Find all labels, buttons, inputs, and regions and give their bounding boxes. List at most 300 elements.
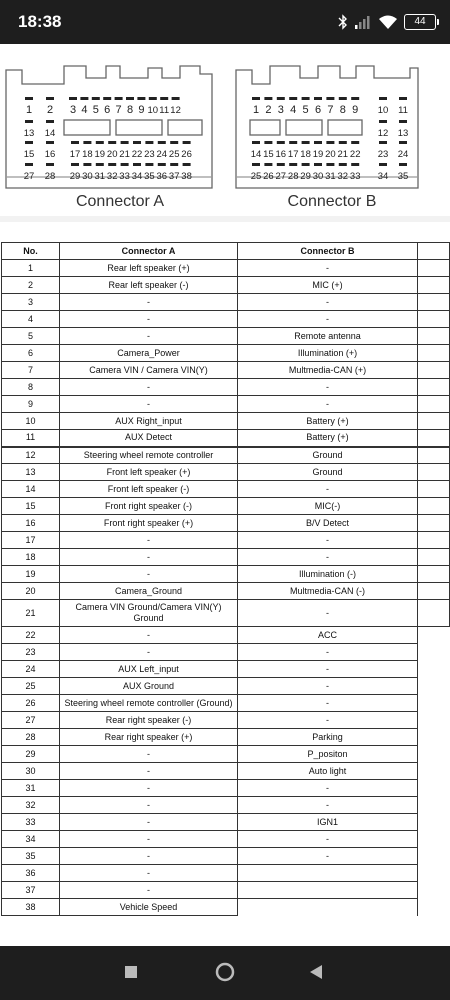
pin-pad — [302, 141, 310, 144]
connector-a-cell: - — [60, 780, 238, 797]
pin-pad — [183, 141, 191, 144]
pin-number-cell: 13 — [2, 464, 60, 481]
pin-pad — [326, 141, 334, 144]
connector-b-pins — [251, 97, 409, 182]
connector-b-housing — [236, 66, 418, 188]
connector-a-cell: - — [60, 294, 238, 311]
pin-pad — [121, 141, 129, 144]
pin-number: 13 — [23, 128, 35, 139]
pin-pad — [133, 141, 141, 144]
extra-cell — [418, 661, 450, 678]
pin-number: 1 — [25, 104, 33, 116]
battery-icon — [404, 14, 436, 30]
pin-number-cell: 28 — [2, 729, 60, 746]
pin-pad — [289, 97, 297, 100]
pin-number: 31 — [325, 171, 336, 182]
pin-number: 33 — [119, 171, 130, 182]
pin-pad — [314, 163, 322, 166]
pin-number: 1 — [252, 104, 260, 116]
pin-number: 20 — [106, 149, 118, 160]
header-connector-b: Connector B — [238, 243, 418, 260]
connector-b-cell: - — [238, 396, 418, 413]
pin-number: 26 — [263, 171, 274, 182]
extra-cell — [418, 746, 450, 763]
table-row — [2, 413, 450, 430]
pin-number: 18 — [300, 149, 311, 160]
pin-pad — [46, 120, 54, 123]
connector-a-cell: Camera_Ground — [60, 583, 238, 600]
extra-cell — [418, 532, 450, 549]
connector-b-cell: - — [238, 831, 418, 848]
connector-b-cell: - — [238, 532, 418, 549]
extra-cell — [418, 848, 450, 865]
pin-number-cell: 29 — [2, 746, 60, 763]
pin-pad — [264, 97, 272, 100]
connector-a-cell: Camera VIN / Camera VIN(Y) — [60, 362, 238, 379]
connector-b-cell: - — [238, 311, 418, 328]
pin-number: 21 — [337, 149, 349, 160]
connector-diagram-image — [0, 44, 450, 216]
table-row — [2, 294, 450, 311]
pin-pad — [339, 141, 347, 144]
table-row — [2, 311, 450, 328]
extra-cell — [418, 780, 450, 797]
pin-number: 30 — [82, 171, 93, 182]
pin-number-cell: 34 — [2, 831, 60, 848]
pin-number: 9 — [352, 104, 359, 116]
extra-cell — [418, 549, 450, 566]
connector-a-cell: - — [60, 379, 238, 396]
pin-number: 23 — [144, 149, 155, 160]
pin-pad — [46, 141, 54, 144]
extra-cell — [418, 583, 450, 600]
pin-number: 15 — [23, 149, 35, 160]
pin-number-cell: 2 — [2, 277, 60, 294]
pin-number: 4 — [81, 104, 88, 116]
connector-b-cell: - — [238, 712, 418, 729]
pin-pad — [339, 163, 347, 166]
table-row — [2, 797, 450, 814]
pin-pad — [379, 141, 387, 144]
extra-cell — [418, 566, 450, 583]
pin-table-body — [2, 260, 450, 916]
pin-number: 2 — [265, 104, 272, 116]
pin-pad — [46, 97, 54, 100]
connector-a-cell: - — [60, 865, 238, 882]
extra-cell — [418, 464, 450, 481]
table-row — [2, 583, 450, 600]
extra-cell — [418, 345, 450, 362]
pin-pad — [160, 97, 168, 100]
connector-a-cell: - — [60, 746, 238, 763]
pin-number-cell: 36 — [2, 865, 60, 882]
pin-number-cell: 26 — [2, 695, 60, 712]
table-row — [2, 498, 450, 515]
connector-a-pins — [24, 97, 192, 182]
table-row — [2, 396, 450, 413]
pin-number: 12 — [377, 128, 389, 139]
pin-pad — [96, 141, 104, 144]
pin-number: 13 — [397, 128, 409, 139]
pin-pad — [46, 163, 54, 166]
extra-cell — [418, 379, 450, 396]
recents-square-icon[interactable] — [124, 965, 138, 979]
pin-number-cell: 9 — [2, 396, 60, 413]
pin-pad — [80, 97, 88, 100]
connector-b-cell: IGN1 — [238, 814, 418, 831]
connector-a-cell: - — [60, 882, 238, 899]
pin-pad — [314, 141, 322, 144]
pin-number-cell: 8 — [2, 379, 60, 396]
extra-cell — [418, 498, 450, 515]
pin-number: 36 — [156, 171, 168, 182]
connector-a-cell: - — [60, 549, 238, 566]
pin-number: 16 — [275, 149, 287, 160]
pin-number-cell: 4 — [2, 311, 60, 328]
pin-number: 34 — [377, 171, 389, 182]
connector-b-cell: P_positon — [238, 746, 418, 763]
connector-a-cell: - — [60, 831, 238, 848]
pin-pad — [92, 97, 100, 100]
pin-pad — [69, 97, 77, 100]
connector-a-label: Connector A — [75, 193, 165, 210]
table-row — [2, 566, 450, 583]
table-row — [2, 345, 450, 362]
table-row — [2, 899, 450, 916]
pin-number: 9 — [138, 104, 145, 116]
table-row — [2, 379, 450, 396]
connector-b-cell: Parking — [238, 729, 418, 746]
extra-cell — [418, 678, 450, 695]
connector-a-cell: - — [60, 763, 238, 780]
pin-number: 21 — [119, 149, 130, 160]
connector-b-cell: - — [238, 661, 418, 678]
pin-pad — [108, 163, 116, 166]
connector-b-cell: - — [238, 848, 418, 865]
pin-number-cell: 11 — [2, 430, 60, 447]
status-bar — [0, 0, 450, 44]
pin-number-cell: 17 — [2, 532, 60, 549]
signal-icon — [354, 14, 372, 30]
connector-a-cell: - — [60, 532, 238, 549]
connector-b-cell: Remote antenna — [238, 328, 418, 345]
extra-cell — [418, 447, 450, 464]
pin-pad — [302, 163, 310, 166]
pin-table-area — [0, 222, 450, 946]
connector-a-cell: Front right speaker (+) — [60, 515, 238, 532]
pin-number-cell: 3 — [2, 294, 60, 311]
connector-b-cell — [238, 865, 418, 882]
pin-pad — [399, 163, 407, 166]
pin-pad — [96, 163, 104, 166]
connector-b-cell — [238, 899, 418, 916]
pin-number-cell: 30 — [2, 763, 60, 780]
pin-number: 27 — [275, 171, 287, 182]
extra-cell — [418, 311, 450, 328]
pin-pad — [326, 97, 334, 100]
connector-b-cell: Multmedia-CAN (+) — [238, 362, 418, 379]
table-row — [2, 661, 450, 678]
pin-number: 35 — [144, 171, 155, 182]
pin-number: 20 — [325, 149, 336, 160]
header-connector-a: Connector A — [60, 243, 238, 260]
extra-cell — [418, 515, 450, 532]
pin-pad — [149, 97, 157, 100]
table-row — [2, 678, 450, 695]
extra-cell — [418, 362, 450, 379]
pin-number: 4 — [290, 104, 297, 116]
pin-pad — [399, 120, 407, 123]
extra-cell — [418, 481, 450, 498]
table-row — [2, 831, 450, 848]
pin-number-cell: 7 — [2, 362, 60, 379]
pin-number: 10 — [147, 105, 159, 116]
connector-a-cell: - — [60, 396, 238, 413]
connector-b-cell: - — [238, 481, 418, 498]
connector-b-cell: - — [238, 549, 418, 566]
pin-number-cell: 21 — [2, 600, 60, 627]
connector-a-cell: Front left speaker (+) — [60, 464, 238, 481]
pin-number: 28 — [287, 171, 299, 182]
connector-a-cell: Rear right speaker (-) — [60, 712, 238, 729]
extra-cell — [418, 831, 450, 848]
connector-b-cell: Illumination (+) — [238, 345, 418, 362]
pin-pad — [108, 141, 116, 144]
back-triangle-icon[interactable] — [309, 964, 323, 980]
pin-pad — [399, 141, 407, 144]
pin-number-cell: 5 — [2, 328, 60, 345]
status-time: 18:38 — [18, 12, 62, 31]
pin-pad — [145, 163, 153, 166]
pin-pad — [302, 97, 310, 100]
pin-number: 8 — [339, 104, 346, 116]
pin-pad — [277, 97, 285, 100]
pin-number-cell: 27 — [2, 712, 60, 729]
pin-pad — [126, 97, 134, 100]
pin-number-cell: 37 — [2, 882, 60, 899]
table-row — [2, 464, 450, 481]
extra-cell — [418, 899, 450, 916]
connector-a-cell: Steering wheel remote controller (Ground) — [60, 695, 238, 712]
header-extra — [418, 243, 450, 260]
pin-pad — [379, 163, 387, 166]
wifi-icon — [378, 14, 398, 30]
connector-a-cell: Steering wheel remote controller — [60, 447, 238, 464]
pin-number: 35 — [397, 171, 409, 182]
pin-number-cell: 33 — [2, 814, 60, 831]
connector-a-cell: Camera VIN Ground/Camera VIN(Y) Ground — [60, 600, 238, 627]
connector-a-cell: Front right speaker (-) — [60, 498, 238, 515]
table-row — [2, 627, 450, 644]
pin-number: 17 — [287, 149, 299, 160]
table-row — [2, 362, 450, 379]
table-row — [2, 814, 450, 831]
pin-pad — [399, 97, 407, 100]
home-circle-icon[interactable] — [215, 962, 235, 982]
navigation-bar — [0, 946, 450, 1000]
header-no: No. — [2, 243, 60, 260]
connector-b-label: Connector B — [287, 193, 377, 210]
pin-number: 30 — [312, 171, 324, 182]
pin-number: 15 — [263, 149, 274, 160]
pin-number: 6 — [104, 104, 111, 116]
table-row — [2, 600, 450, 627]
extra-cell — [418, 695, 450, 712]
pin-pad — [264, 141, 272, 144]
table-row — [2, 260, 450, 277]
table-row — [2, 532, 450, 549]
pin-pad — [158, 163, 166, 166]
pin-pad — [351, 163, 359, 166]
connector-a-cell: - — [60, 328, 238, 345]
pin-number: 32 — [106, 171, 118, 182]
pin-pad — [158, 141, 166, 144]
pin-pad — [83, 163, 91, 166]
connector-a-cell: - — [60, 311, 238, 328]
pin-number: 2 — [46, 104, 54, 116]
pin-pad — [137, 97, 145, 100]
extra-cell — [418, 797, 450, 814]
connector-a-cell: - — [60, 814, 238, 831]
pin-pad — [172, 97, 180, 100]
pin-number-cell: 19 — [2, 566, 60, 583]
extra-cell — [418, 729, 450, 746]
table-row — [2, 644, 450, 661]
extra-cell — [418, 328, 450, 345]
pin-pad — [121, 163, 129, 166]
pin-pad — [170, 163, 178, 166]
pin-assignment-table — [1, 242, 450, 916]
table-row — [2, 328, 450, 345]
connector-a-cell: AUX Ground — [60, 678, 238, 695]
pin-pad — [25, 97, 33, 100]
connector-a-cell: Camera_Power — [60, 345, 238, 362]
pin-number: 3 — [69, 104, 77, 116]
table-row — [2, 695, 450, 712]
pin-pad — [25, 163, 33, 166]
pin-number-cell: 18 — [2, 549, 60, 566]
pin-number-cell: 32 — [2, 797, 60, 814]
pin-number: 26 — [181, 149, 192, 160]
connector-b-cell: ACC — [238, 627, 418, 644]
pin-number: 23 — [377, 149, 389, 160]
connector-a-cell: Vehicle Speed — [60, 899, 238, 916]
table-row — [2, 780, 450, 797]
connector-a-cell: AUX Left_input — [60, 661, 238, 678]
pin-number: 29 — [300, 171, 311, 182]
pin-number: 27 — [23, 171, 35, 182]
pin-pad — [351, 141, 359, 144]
connector-b-cell: Ground — [238, 447, 418, 464]
pin-number: 22 — [131, 149, 143, 160]
extra-cell — [418, 814, 450, 831]
table-row — [2, 763, 450, 780]
connector-b-cell: - — [238, 260, 418, 277]
table-row — [2, 277, 450, 294]
pin-number-cell: 20 — [2, 583, 60, 600]
pin-pad — [289, 141, 297, 144]
pin-pad — [351, 97, 359, 100]
table-row — [2, 848, 450, 865]
pin-number: 18 — [82, 149, 93, 160]
table-row — [2, 712, 450, 729]
connector-b-cell: MIC (+) — [238, 277, 418, 294]
connector-b-cell: - — [238, 695, 418, 712]
pin-number: 12 — [170, 105, 181, 116]
bluetooth-icon — [338, 14, 348, 30]
pin-number: 24 — [156, 149, 168, 160]
table-row — [2, 729, 450, 746]
table-row — [2, 481, 450, 498]
pin-number-cell: 15 — [2, 498, 60, 515]
connector-b-cell: Multmedia-CAN (-) — [238, 583, 418, 600]
pin-pad — [145, 141, 153, 144]
connector-b-cell — [238, 882, 418, 899]
connector-a-cell: Front left speaker (-) — [60, 481, 238, 498]
pin-number-cell: 31 — [2, 780, 60, 797]
connector-b-cell: - — [238, 678, 418, 695]
connector-b-cell: Auto light — [238, 763, 418, 780]
connector-b-cell: - — [238, 644, 418, 661]
connector-a-cell: - — [60, 566, 238, 583]
table-row — [2, 447, 450, 464]
pin-number: 32 — [337, 171, 349, 182]
extra-cell — [418, 712, 450, 729]
table-row — [2, 865, 450, 882]
extra-cell — [418, 260, 450, 277]
connector-b-cell: Battery (+) — [238, 413, 418, 430]
connector-a-cell: AUX Detect — [60, 430, 238, 447]
extra-cell — [418, 413, 450, 430]
pin-number: 38 — [181, 171, 192, 182]
pin-number: 31 — [94, 171, 106, 182]
table-row — [2, 746, 450, 763]
extra-cell — [418, 277, 450, 294]
connector-a-housing — [6, 66, 212, 188]
pin-number-cell: 24 — [2, 661, 60, 678]
pin-pad — [314, 97, 322, 100]
battery-level: 44 — [414, 16, 426, 27]
connector-b-cell: - — [238, 780, 418, 797]
status-icons — [338, 13, 436, 31]
extra-cell — [418, 644, 450, 661]
pin-number-cell: 23 — [2, 644, 60, 661]
pin-number: 14 — [44, 128, 56, 139]
connector-b-cell: Illumination (-) — [238, 566, 418, 583]
connector-b-cell: - — [238, 294, 418, 311]
pin-pad — [133, 163, 141, 166]
pin-number: 28 — [44, 171, 56, 182]
pin-number-cell: 22 — [2, 627, 60, 644]
pin-pad — [103, 97, 111, 100]
pin-pad — [264, 163, 272, 166]
connector-a-cell: Rear right speaker (+) — [60, 729, 238, 746]
pin-pad — [252, 163, 260, 166]
pin-number: 7 — [115, 104, 122, 116]
pin-number: 25 — [250, 171, 262, 182]
table-row — [2, 430, 450, 447]
connector-b-cell: - — [238, 600, 418, 627]
connector-b-cell: MIC(-) — [238, 498, 418, 515]
pin-number: 22 — [349, 149, 361, 160]
pin-number: 7 — [327, 104, 334, 116]
pin-number: 3 — [277, 104, 284, 116]
connector-b-cell: Battery (+) — [238, 430, 418, 447]
pin-number-cell: 1 — [2, 260, 60, 277]
pin-number: 24 — [397, 149, 409, 160]
pin-number-cell: 14 — [2, 481, 60, 498]
connector-b-cell: - — [238, 379, 418, 396]
